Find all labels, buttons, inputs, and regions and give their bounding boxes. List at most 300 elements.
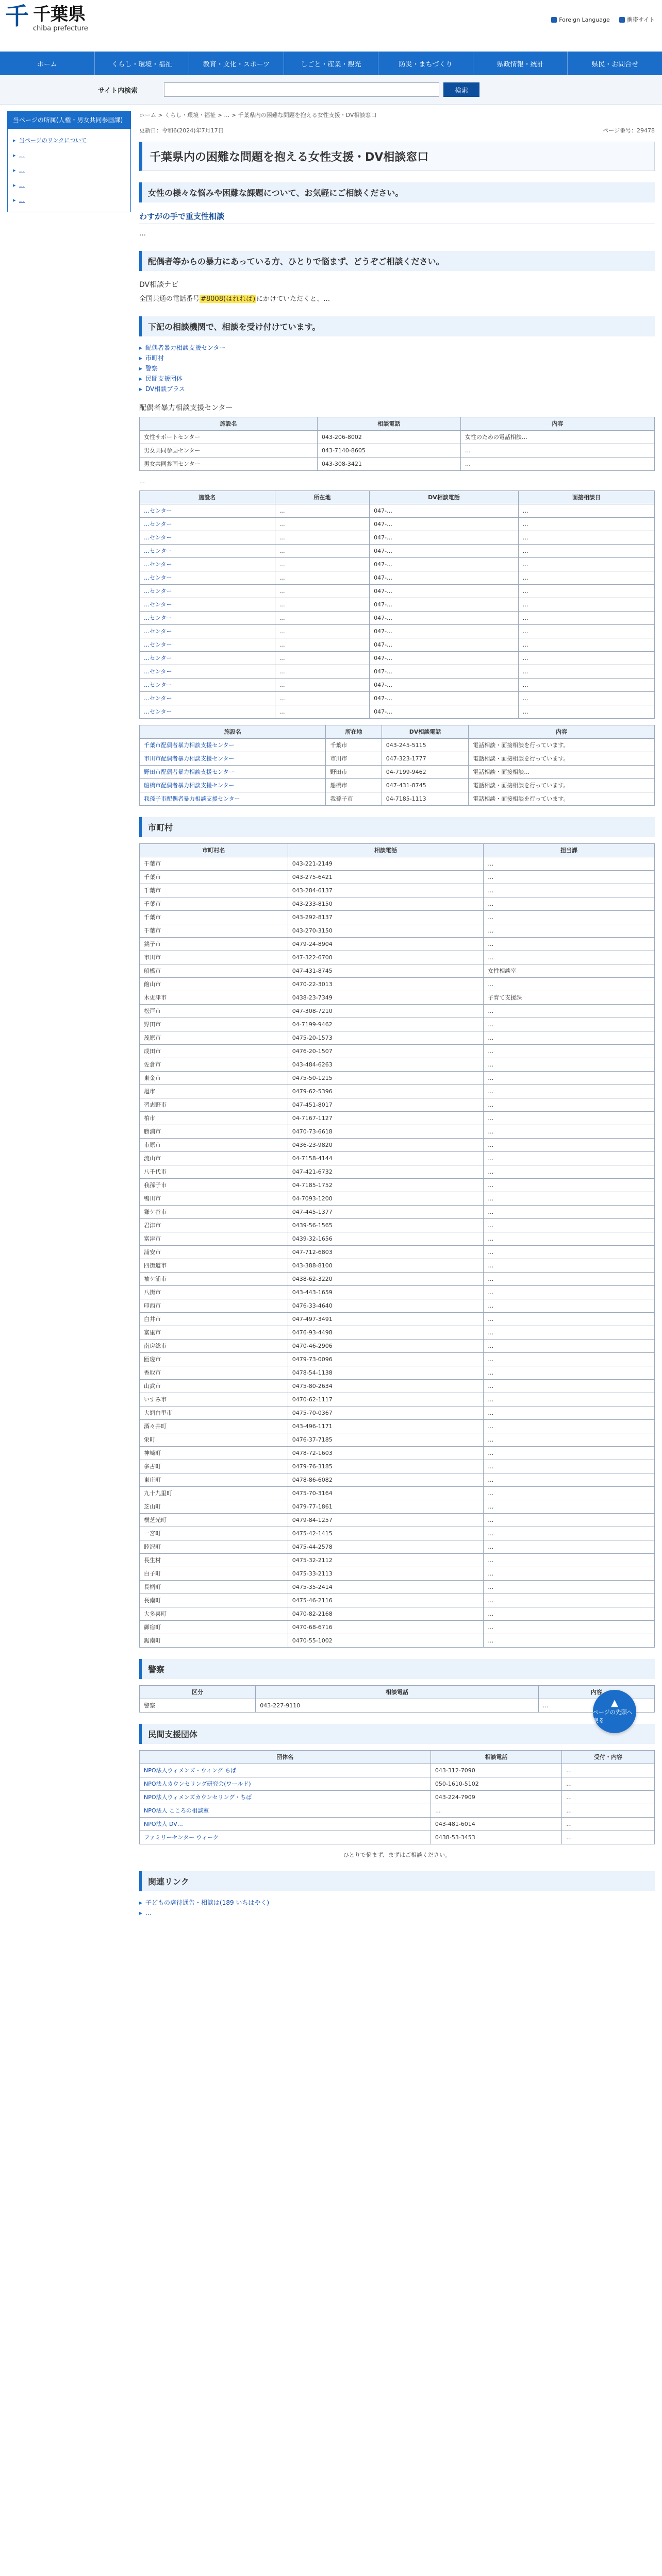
sidebar-item[interactable]: ▸ … — [13, 193, 125, 208]
table-cell: 0475-70-0367 — [288, 1406, 483, 1420]
table-row — [140, 1219, 655, 1232]
table-cell: … — [275, 585, 369, 598]
table-cell: … — [518, 692, 654, 705]
table-cell: … — [275, 652, 369, 665]
table-cell: … — [484, 1206, 655, 1219]
table-row — [140, 1420, 655, 1433]
table-cell: 白井市 — [140, 1313, 288, 1326]
table-cell: 047-… — [370, 545, 519, 558]
table-cell: 04-7158-4144 — [288, 1152, 483, 1165]
table-row — [140, 638, 655, 652]
table-cell: 047-… — [370, 504, 519, 518]
table-row — [140, 1460, 655, 1473]
section-private-groups-heading: 民間支援団体 — [139, 1724, 655, 1744]
table-cell: … — [275, 598, 369, 612]
table-row — [140, 1804, 655, 1818]
table-cell: 千葉市 — [140, 884, 288, 897]
updated-date: 更新日：令和6(2024)年7月17日 — [139, 127, 224, 134]
table-header: 団体名 — [140, 1751, 431, 1764]
table-row — [140, 431, 655, 444]
table-cell: 八街市 — [140, 1286, 288, 1299]
facility-link[interactable]: NPO法人カウンセリング研究会(ワールド) — [140, 1777, 431, 1791]
table-cell: 047-… — [370, 692, 519, 705]
table-cell: 043-233-8150 — [288, 897, 483, 911]
table-cell: … — [484, 1125, 655, 1139]
table-cell: 千葉市 — [140, 857, 288, 871]
table-cell: 047-… — [370, 638, 519, 652]
table-row — [140, 1340, 655, 1353]
table-cell: … — [518, 625, 654, 638]
table-cell: 047-… — [370, 679, 519, 692]
women-support-subheading[interactable]: わすがの手で重支性相談 — [139, 211, 655, 224]
back-to-top-button[interactable] — [593, 1690, 636, 1733]
table-cell: 04-7167-1127 — [288, 1112, 483, 1125]
site-header — [0, 0, 662, 52]
table-cell: … — [484, 1433, 655, 1447]
facility-link[interactable]: …センター — [140, 705, 275, 719]
table-cell: … — [484, 871, 655, 884]
table-cell: … — [484, 1594, 655, 1607]
table-cell: 長南町 — [140, 1594, 288, 1607]
support-center-table — [139, 417, 655, 471]
table-row — [140, 1232, 655, 1246]
table-cell: 0475-20-1573 — [288, 1031, 483, 1045]
table-cell: 南房総市 — [140, 1340, 288, 1353]
table-cell: 043-224-7909 — [431, 1791, 561, 1804]
anchor-link[interactable]: ▸ 配偶者暴力相談支援センター — [139, 343, 655, 353]
table-row — [140, 1831, 655, 1844]
facility-link[interactable]: NPO法人 こころの相談室 — [140, 1804, 431, 1818]
table-row — [140, 1152, 655, 1165]
table-row — [140, 1005, 655, 1018]
facility-link[interactable]: 船橋市配偶者暴力相談支援センター — [140, 779, 326, 792]
table-row — [140, 1246, 655, 1259]
table-cell: 047-497-3491 — [288, 1313, 483, 1326]
table-row — [140, 1447, 655, 1460]
table-cell: … — [431, 1804, 561, 1818]
table-cell: … — [518, 638, 654, 652]
table-cell: … — [484, 1058, 655, 1072]
table-row — [140, 1299, 655, 1313]
table-cell: … — [275, 665, 369, 679]
women-support-body: … — [139, 230, 146, 238]
table-cell: … — [275, 518, 369, 531]
sidebar-item[interactable]: ▸ 当ページのリンクについて — [13, 133, 125, 148]
table-cell: 一宮町 — [140, 1527, 288, 1540]
arrow-up-icon: ▲ — [611, 1698, 618, 1708]
table-row — [140, 705, 655, 719]
dv-navi-number: #8008(はれれば) — [201, 295, 256, 303]
table-cell: 047-712-6803 — [288, 1246, 483, 1259]
table-cell: … — [484, 1273, 655, 1286]
table-cell: … — [562, 1804, 655, 1818]
facility-link[interactable]: …センター — [140, 571, 275, 585]
prefecture-mark-icon: 千 — [5, 2, 29, 30]
table-cell: 匝瑳市 — [140, 1353, 288, 1366]
private-groups-footer: ひとりで悩まず、まずはご相談ください。 — [343, 1852, 451, 1858]
facility-link[interactable]: 千葉市配偶者暴力相談支援センター — [140, 739, 326, 752]
search-input[interactable] — [164, 82, 439, 97]
table-row — [140, 1031, 655, 1045]
table-cell: … — [484, 911, 655, 924]
table-row — [140, 1634, 655, 1648]
facility-link[interactable]: 野田市配偶者暴力相談支援センター — [140, 766, 326, 779]
table-cell: … — [484, 1554, 655, 1567]
table-cell: 流山市 — [140, 1152, 288, 1165]
table-cell: 電話相談・面接相談を行っています。 — [469, 792, 655, 806]
table-row — [140, 1125, 655, 1139]
table-cell: 043-312-7090 — [431, 1764, 561, 1777]
table-cell: … — [484, 1259, 655, 1273]
page-title: 千葉県内の困難な問題を抱える女性支援・DV相談窓口 — [139, 142, 655, 171]
search-button[interactable]: 検索 — [443, 82, 479, 97]
table-cell: 0476-20-1507 — [288, 1045, 483, 1058]
table-cell: … — [275, 705, 369, 719]
table-header: 相談電話 — [317, 417, 460, 431]
table-cell: 市川市 — [140, 951, 288, 964]
table-header: 区分 — [140, 1686, 256, 1699]
facility-link[interactable]: 女性サポートセンター — [140, 431, 318, 444]
facility-link[interactable]: …センター — [140, 679, 275, 692]
table-cell: 050-1610-5102 — [431, 1777, 561, 1791]
table-cell: 大多喜町 — [140, 1607, 288, 1621]
support-center-tbody — [140, 431, 655, 471]
table-cell: 千葉市 — [326, 739, 382, 752]
table-cell: 木更津市 — [140, 991, 288, 1005]
table-row — [140, 911, 655, 924]
table-cell: 神崎町 — [140, 1447, 288, 1460]
table-cell: … — [484, 884, 655, 897]
table-row — [140, 924, 655, 938]
table-cell: … — [484, 1366, 655, 1380]
table-cell: 047-… — [370, 665, 519, 679]
table-cell: 0475-46-2116 — [288, 1594, 483, 1607]
table-row — [140, 884, 655, 897]
table-row — [140, 1393, 655, 1406]
health-center-table — [139, 490, 655, 719]
table-cell: 0475-70-3164 — [288, 1487, 483, 1500]
facility-link[interactable]: …センター — [140, 692, 275, 705]
table-cell: 04-7093-1200 — [288, 1192, 483, 1206]
table-row — [140, 1500, 655, 1514]
table-cell: … — [484, 938, 655, 951]
table-cell: 047-… — [370, 558, 519, 571]
nav-home[interactable]: ホーム — [0, 52, 95, 75]
table-row — [140, 792, 655, 806]
nav-disaster[interactable]: 防災・まちづくり — [378, 52, 473, 75]
anchor-link[interactable]: ▸ 民間支援団体 — [139, 374, 655, 384]
facility-link[interactable]: …センター — [140, 545, 275, 558]
table-cell: … — [518, 504, 654, 518]
table-header: 市町村名 — [140, 844, 288, 857]
table-row — [140, 1273, 655, 1286]
facility-link[interactable]: NPO法人 DV… — [140, 1818, 431, 1831]
table-row — [140, 1112, 655, 1125]
table-cell: 043-292-8137 — [288, 911, 483, 924]
table-cell: 勝浦市 — [140, 1125, 288, 1139]
facility-link[interactable]: …センター — [140, 625, 275, 638]
sidebar-item[interactable]: ▸ … — [13, 148, 125, 163]
table-row — [140, 938, 655, 951]
table-cell: … — [275, 625, 369, 638]
table-cell: … — [484, 1313, 655, 1326]
table-cell: 茂原市 — [140, 1031, 288, 1045]
breadcrumb[interactable]: ホーム > くらし・環境・福祉 > … > 千葉県内の困難な問題を抱える女性支援・DV相談窓口 — [139, 112, 377, 118]
table-cell: … — [484, 1487, 655, 1500]
table-cell: 君津市 — [140, 1219, 288, 1232]
related-link[interactable]: ▸ … — [139, 1908, 655, 1918]
table-cell: 0436-23-9820 — [288, 1139, 483, 1152]
private-groups-tbody — [140, 1764, 655, 1844]
table-row — [140, 964, 655, 978]
table-header: 施設名 — [140, 725, 326, 739]
table-row — [140, 1353, 655, 1366]
table-row — [140, 558, 655, 571]
table-cell: … — [484, 857, 655, 871]
table-cell: … — [484, 1621, 655, 1634]
table-row — [140, 1366, 655, 1380]
table-cell: … — [275, 504, 369, 518]
nav-life[interactable]: くらし・環境・福祉 — [95, 52, 190, 75]
table-row — [140, 518, 655, 531]
table-cell: … — [275, 679, 369, 692]
table-cell: … — [518, 531, 654, 545]
table-cell: 館山市 — [140, 978, 288, 991]
facility-link[interactable]: …センター — [140, 558, 275, 571]
table-row — [140, 1058, 655, 1072]
page-number: ページ番号：29478 — [603, 127, 655, 134]
table-cell: … — [484, 951, 655, 964]
table-cell: … — [484, 924, 655, 938]
table-cell: 047-… — [370, 585, 519, 598]
table-row — [140, 1406, 655, 1420]
table-header: 内容 — [469, 725, 655, 739]
table-cell: 0476-33-4640 — [288, 1299, 483, 1313]
table-cell: … — [484, 1527, 655, 1540]
table-cell: … — [484, 1634, 655, 1648]
facility-link[interactable]: …センター — [140, 598, 275, 612]
table-cell: … — [518, 545, 654, 558]
table-cell: … — [484, 978, 655, 991]
table-cell: … — [562, 1831, 655, 1844]
table-cell: … — [484, 1165, 655, 1179]
table-cell: 043-388-8100 — [288, 1259, 483, 1273]
facility-link[interactable]: ファミリーセンター ウィーク — [140, 1831, 431, 1844]
support-center-title: 配偶者暴力相談支援センター — [139, 404, 233, 412]
table-cell: 04-7185-1752 — [288, 1179, 483, 1192]
table-cell: … — [484, 1045, 655, 1058]
police-division[interactable]: 警察 — [140, 1699, 256, 1713]
facility-link[interactable]: NPO法人ウィメンズ・ウィング ちば — [140, 1764, 431, 1777]
table-row — [140, 598, 655, 612]
table-row — [140, 1326, 655, 1340]
facility-link[interactable]: 男女共同参画センター — [140, 444, 318, 457]
table-cell: 野田市 — [140, 1018, 288, 1031]
table-cell: 043-284-6137 — [288, 884, 483, 897]
table-cell: … — [484, 1246, 655, 1259]
phone-cell: 043-206-8002 — [317, 431, 460, 444]
table-row — [140, 1018, 655, 1031]
section-institutions-heading: 下記の相談機関で、相談を受け付けています。 — [139, 316, 655, 336]
table-row — [140, 1380, 655, 1393]
table-row — [140, 692, 655, 705]
table-cell: 鴨川市 — [140, 1192, 288, 1206]
phone-cell: 043-308-3421 — [317, 457, 460, 471]
table-cell: 多古町 — [140, 1460, 288, 1473]
table-row — [140, 1594, 655, 1607]
table-cell: … — [484, 1380, 655, 1393]
table-cell: … — [484, 1005, 655, 1018]
facility-link[interactable]: …センター — [140, 531, 275, 545]
table-cell: 04-7199-9462 — [382, 766, 469, 779]
facility-link[interactable]: 男女共同参画センター — [140, 457, 318, 471]
nav-education[interactable]: 教育・文化・スポーツ — [189, 52, 284, 75]
site-logo[interactable] — [5, 4, 88, 32]
facility-link[interactable]: …センター — [140, 638, 275, 652]
table-cell: 0476-37-7185 — [288, 1433, 483, 1447]
table-cell: … — [484, 1098, 655, 1112]
table-cell: 047-308-7210 — [288, 1005, 483, 1018]
table-cell: … — [484, 1406, 655, 1420]
table-cell: … — [484, 1085, 655, 1098]
facility-link[interactable]: …センター — [140, 612, 275, 625]
table-header: 施設名 — [140, 491, 275, 504]
table-cell: 九十九里町 — [140, 1487, 288, 1500]
table-cell: 成田市 — [140, 1045, 288, 1058]
table-cell: … — [484, 1340, 655, 1353]
table-row — [140, 991, 655, 1005]
table-cell: 野田市 — [326, 766, 382, 779]
municipalities-tbody — [140, 857, 655, 1648]
table-cell: 浦安市 — [140, 1246, 288, 1259]
table-cell: 四街道市 — [140, 1259, 288, 1273]
sidebar-item[interactable]: ▸ … — [13, 178, 125, 193]
table-cell: 047-322-6700 — [288, 951, 483, 964]
table-row — [140, 571, 655, 585]
table-cell: … — [518, 705, 654, 719]
table-header: 相談電話 — [256, 1686, 538, 1699]
table-cell: 我孫子市 — [326, 792, 382, 806]
anchor-link[interactable]: ▸ 市町村 — [139, 353, 655, 363]
table-row — [140, 1085, 655, 1098]
table-cell: 0478-54-1138 — [288, 1366, 483, 1380]
table-row — [140, 612, 655, 625]
anchor-link[interactable]: ▸ 警察 — [139, 363, 655, 374]
table-cell: 0479-76-3185 — [288, 1460, 483, 1473]
table-cell: 香取市 — [140, 1366, 288, 1380]
table-cell: … — [518, 518, 654, 531]
table-cell: 0470-68-6716 — [288, 1621, 483, 1634]
table-cell: 0475-35-2414 — [288, 1581, 483, 1594]
table-cell: … — [484, 1152, 655, 1165]
table-cell: … — [484, 1460, 655, 1473]
dv-navi-title: DV相談ナビ — [139, 281, 179, 289]
table-cell: … — [275, 545, 369, 558]
table-cell: … — [562, 1818, 655, 1831]
utility-links — [551, 15, 655, 24]
table-row — [140, 665, 655, 679]
table-row — [140, 625, 655, 638]
table-cell: 習志野市 — [140, 1098, 288, 1112]
facility-link[interactable]: …センター — [140, 652, 275, 665]
table-cell: 電話相談・面接相談… — [469, 766, 655, 779]
table-cell: … — [484, 1326, 655, 1340]
table-cell: 女性相談室 — [484, 964, 655, 978]
table-cell: 電話相談・面接相談を行っています。 — [469, 752, 655, 766]
foreign-language-link[interactable]: Foreign Language — [551, 15, 610, 24]
municipalities-table — [139, 843, 655, 1648]
table-cell: 0470-22-3013 — [288, 978, 483, 991]
table-row — [140, 585, 655, 598]
table-row — [140, 1206, 655, 1219]
anchor-link[interactable]: ▸ DV相談プラス — [139, 384, 655, 394]
sidebar-item[interactable]: ▸ … — [13, 163, 125, 178]
content-cell: … — [538, 1699, 654, 1713]
table-cell: 0470-55-1002 — [288, 1634, 483, 1648]
table-cell: 043-481-6014 — [431, 1818, 561, 1831]
table-cell: 東金市 — [140, 1072, 288, 1085]
section-police-heading: 警察 — [139, 1659, 655, 1679]
nav-work[interactable]: しごと・産業・観光 — [284, 52, 379, 75]
mobile-site-link[interactable]: 携帯サイト — [619, 15, 655, 24]
related-links — [139, 1897, 655, 1918]
sidebar-box — [7, 111, 131, 212]
facility-link[interactable]: 市川市配偶者暴力相談支援センター — [140, 752, 326, 766]
table-cell: 0438-23-7349 — [288, 991, 483, 1005]
table-row — [140, 545, 655, 558]
facility-link[interactable]: …センター — [140, 504, 275, 518]
table-cell: 千葉市 — [140, 911, 288, 924]
table-cell: 山武市 — [140, 1380, 288, 1393]
table-cell: 睦沢町 — [140, 1540, 288, 1554]
table-header: 所在地 — [326, 725, 382, 739]
nav-contact[interactable]: 県民・お問合せ — [591, 60, 639, 69]
table-cell: 0475-50-1215 — [288, 1072, 483, 1085]
table-row — [140, 1554, 655, 1567]
table-cell: … — [275, 692, 369, 705]
table-cell: 長生村 — [140, 1554, 288, 1567]
search-label: サイト内検索 — [98, 87, 138, 95]
table-cell: … — [484, 1192, 655, 1206]
table-cell: 047-… — [370, 705, 519, 719]
table-cell: 0439-32-1656 — [288, 1232, 483, 1246]
logo-sub-text: chiba prefecture — [33, 25, 88, 32]
facility-link[interactable]: …センター — [140, 585, 275, 598]
facility-link[interactable]: …センター — [140, 665, 275, 679]
table-cell: … — [275, 612, 369, 625]
table-cell: 東庄町 — [140, 1473, 288, 1487]
table-cell: 0476-93-4498 — [288, 1326, 483, 1340]
table-cell: 旭市 — [140, 1085, 288, 1098]
table-header: DV相談電話 — [370, 491, 519, 504]
table-cell: 043-443-1659 — [288, 1286, 483, 1299]
table-row — [140, 679, 655, 692]
table-header: 所在地 — [275, 491, 369, 504]
nav-government[interactable]: 県政情報・統計 — [473, 52, 568, 75]
table-cell: … — [484, 1286, 655, 1299]
table-cell: 047-… — [370, 598, 519, 612]
related-link[interactable]: ▸ 子どもの虐待通告・相談は(189 いちはやく) — [139, 1897, 655, 1908]
facility-link[interactable]: 我孫子市配偶者暴力相談支援センター — [140, 792, 326, 806]
table-cell: 047-… — [370, 652, 519, 665]
facility-link[interactable]: …センター — [140, 518, 275, 531]
health-center-tbody — [140, 504, 655, 719]
facility-link[interactable]: NPO法人ウィメンズカウンセリング・ちば — [140, 1791, 431, 1804]
table-row — [140, 978, 655, 991]
table-header: 内容 — [538, 1686, 654, 1699]
table-cell: 047-445-1377 — [288, 1206, 483, 1219]
content-cell: … — [460, 457, 654, 471]
